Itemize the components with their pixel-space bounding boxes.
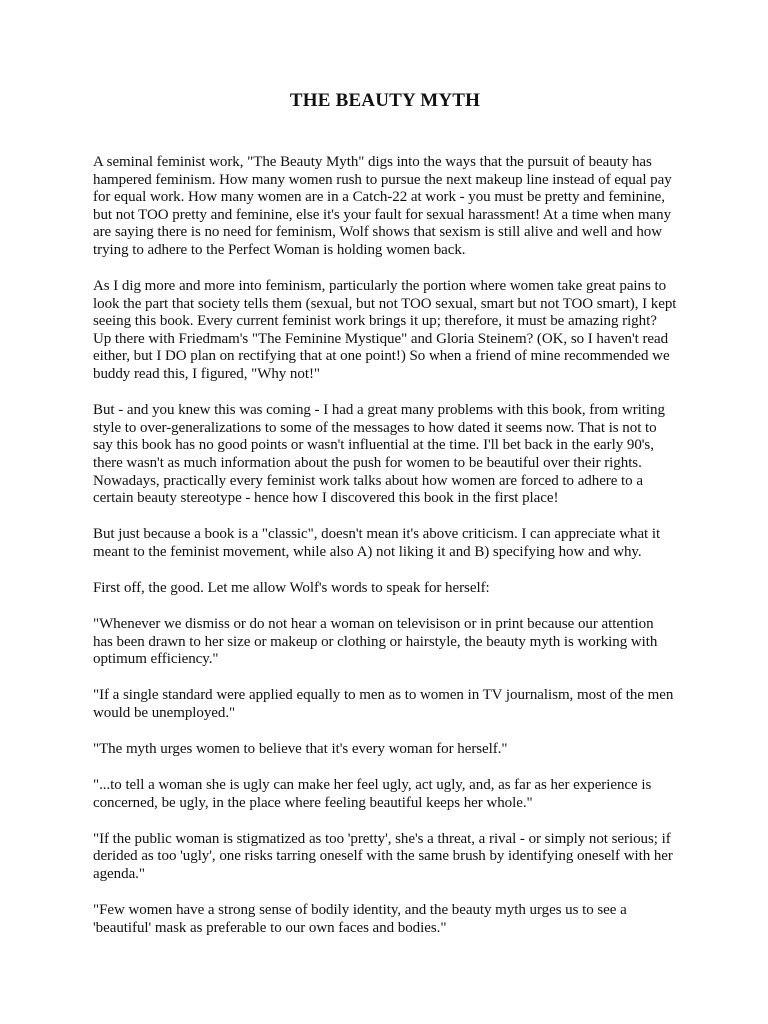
paragraph: As I dig more and more into feminism, particularly the portion where women take great pains to look the part that society tells them (sexual, but not TOO sexual, smart but not TOO smart), I kept seeing this book. Every current feminist work brings it up; therefore, it must be amazing right? Up there with Friedmam's "The Feminine Mystique" and Gloria Steinem? (OK, so I haven't read either, but I DO plan on rectifying that at one point!) So when a friend of mine recommended we buddy read this, I figured, "Why not!" [93, 278, 677, 383]
quote-paragraph: "The myth urges women to believe that it's every woman for herself." [93, 740, 508, 757]
paragraph: First off, the good. Let me allow Wolf's words to speak for herself: [93, 579, 490, 596]
document-title: THE BEAUTY MYTH [289, 90, 481, 111]
paragraph: But just because a book is a "classic", doesn't mean it's above criticism. I can appreciate what it meant to the feminist movement, while also A) not liking it and B) specifying how and why. [93, 526, 661, 560]
paragraph: A seminal feminist work, "The Beauty Myth" digs into the ways that the pursuit of beauty has hampered feminism. How many women rush to pursue the next makeup line instead of equal pay for equal work. How many women are in a Catch-22 at work - you must be pretty and feminine, but not TOO pretty and feminine, else it's your fault for sexual harassment! At a time when many are saying there is no need for feminism, Wolf shows that sexism is still alive and well and how trying to adhere to the Perfect Woman is holding women back. [93, 154, 672, 258]
quote-paragraph: "If a single standard were applied equally to men as to women in TV journalism, most of the men would be unemployed." [93, 687, 674, 721]
quote-paragraph: "...to tell a woman she is ugly can make her feel ugly, act ugly, and, as far as her experience is concerned, be ugly, in the place where feeling beautiful keeps her whole." [93, 777, 652, 811]
quote-paragraph: "If the public woman is stigmatized as too 'pretty', she's a threat, a rival - or simply not serious; if derided as too 'ugly', one risks tarring oneself with the same brush by identifying oneself with her agenda." [93, 830, 673, 882]
document-body [93, 154, 677, 937]
paragraph: But - and you knew this was coming - I had a great many problems with this book, from writing style to over-generalizations to some of the messages to how dated it seems now. That is not to say this book has no good points or wasn't influential at the time. I'll bet back in the early 90's, there wasn't as much information about the push for women to be beautiful over their rights. Nowadays, practically every feminist work talks about how women are forced to adhere to a certain beauty stereotype - hence how I discovered this book in the first place! [93, 402, 665, 507]
quote-paragraph: "Few women have a strong sense of bodily identity, and the beauty myth urges us to see a 'beautiful' mask as preferable to our own faces and bodies." [93, 902, 627, 936]
quote-paragraph: "Whenever we dismiss or do not hear a woman on televisison or in print because our attention has been drawn to her size or makeup or clothing or hairstyle, the beauty myth is working with optimum efficiency." [93, 615, 658, 668]
